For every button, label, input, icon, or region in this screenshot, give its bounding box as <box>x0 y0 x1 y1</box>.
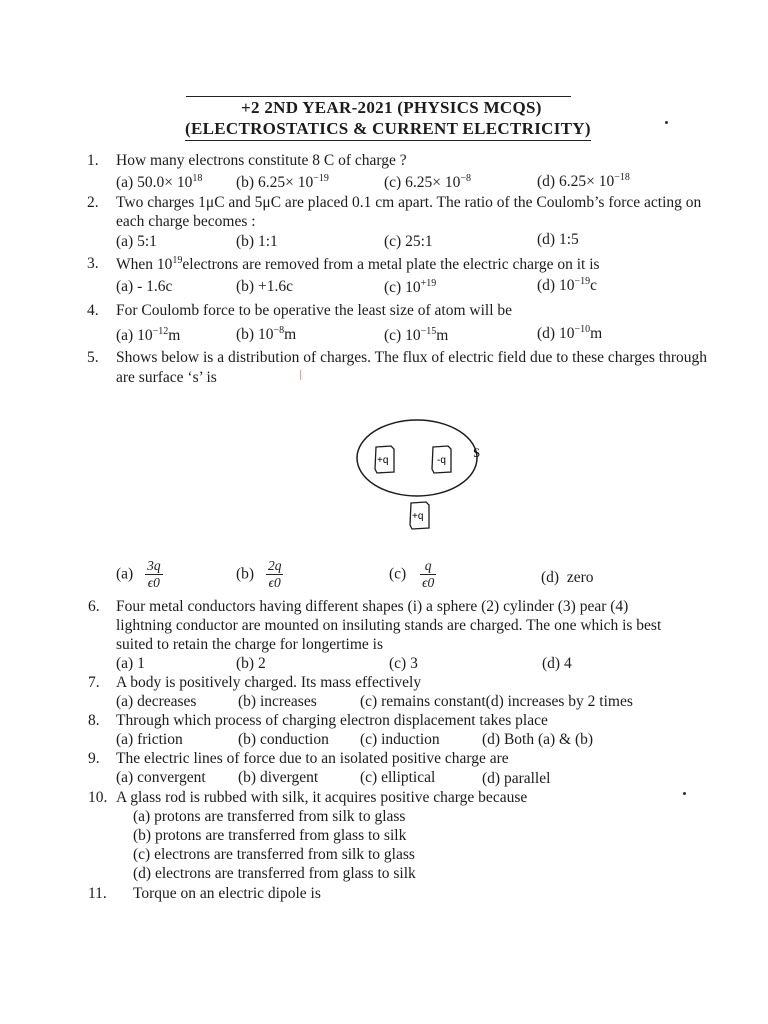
question-11-text: Torque on an electric dipole is <box>133 885 321 902</box>
q3-option-c: (c) $10^{+19}$ <box>384 278 437 296</box>
question-8-number: 8. <box>88 712 100 729</box>
charge-inside-1: +q <box>377 455 389 466</box>
q9-option-b: (b) divergent <box>238 769 319 786</box>
q4-option-d: (d) $10^{-10}m$ <box>537 324 603 342</box>
question-3-text: When $10^{19}electrons$ are removed from a metal plate the electric charge on it is <box>116 255 600 273</box>
q5-option-d: (d) zero <box>541 569 594 586</box>
speck <box>683 792 686 795</box>
q4-option-b: (b) $10^{-8}m$ <box>236 325 297 343</box>
question-5-number: 5. <box>87 349 99 366</box>
question-9-number: 9. <box>88 750 100 767</box>
q2-option-a: (a) 5:1 <box>116 233 157 250</box>
q6-option-b: (b) 2 <box>236 655 266 672</box>
q3-option-d: (d) $10^{-19}c$ <box>537 276 597 294</box>
question-10-number: 10. <box>88 789 108 806</box>
red-mark <box>300 370 301 380</box>
q8-option-b: (b) conduction <box>238 731 329 748</box>
q6-option-c: (c) 3 <box>389 655 418 672</box>
q10-option-c: (c) electrons are transferred from silk to glass <box>133 846 415 863</box>
title-rule <box>186 96 571 97</box>
q3-option-a: (a) - 1.6c <box>116 278 173 295</box>
q10-option-b: (b) protons are transferred from glass to silk <box>133 827 407 844</box>
q8-option-c: (c) induction <box>360 731 440 748</box>
question-5-text-cont: are surface ‘s’ is <box>116 369 217 386</box>
charge-inside-2: -q <box>437 455 446 466</box>
q2-option-b: (b) 1:1 <box>236 233 278 250</box>
q6-option-d: (d) 4 <box>542 655 572 672</box>
question-6-number: 6. <box>88 598 100 615</box>
q2-option-d: (d) 1:5 <box>537 231 579 248</box>
question-2-text: Two charges 1μC and 5μC are placed 0.1 cm apart. The ratio of the Coulomb’s force acting on <box>116 194 702 211</box>
question-4-text: For Coulomb force to be operative the least size of atom will be <box>116 302 512 319</box>
q7-option-c: (c) remains constant(d) increases by 2 times <box>360 693 633 710</box>
question-9-text: The electric lines of force due to an isolated positive charge are <box>116 750 509 767</box>
q5-option-c: (c) $\frac{q}{\epsilon 0}$ <box>389 558 435 590</box>
question-7-number: 7. <box>88 674 100 691</box>
q10-option-d: (d) electrons are transferred from glass to silk <box>133 865 416 882</box>
speck <box>665 121 668 124</box>
q9-option-d: (d) parallel <box>482 770 551 787</box>
q1-option-c: (c) $6.25\times 10^{-8}$ <box>384 173 471 191</box>
charge-outside: +q <box>412 511 424 522</box>
q9-option-a: (a) convergent <box>116 769 206 786</box>
q4-option-c: (c) $10^{-15}m$ <box>384 326 449 344</box>
q1-option-d: (d) $6.25\times 10^{-18}$ <box>537 172 630 190</box>
q7-option-a: (a) decreases <box>116 693 197 710</box>
q1-option-a: (a) $50.0\times 10^{18}$ <box>116 173 203 191</box>
q2-option-c: (c) 25:1 <box>384 233 433 250</box>
question-11-number: 11. <box>88 885 107 902</box>
q5-option-a: (a) $\frac{3q}{\epsilon 0}$ <box>116 558 161 590</box>
question-2-text-cont: each charge becomes : <box>116 213 256 230</box>
question-2-number: 2. <box>87 194 99 211</box>
question-5-text: Shows below is a distribution of charges. The flux of electric field due to these charges through <box>116 349 708 366</box>
q7-option-b: (b) increases <box>238 693 317 710</box>
question-6-text-cont-2: suited to retain the charge for longertime is <box>116 636 384 653</box>
question-1-number: 1. <box>87 152 99 169</box>
question-7-text: A body is positively charged. Its mass effectively <box>116 674 422 691</box>
gaussian-surface-figure <box>355 418 505 543</box>
q5-option-b: (b) $\frac{2q}{\epsilon 0}$ <box>236 558 282 590</box>
surface-label: S <box>473 445 481 460</box>
q6-option-a: (a) 1 <box>116 655 145 672</box>
q8-option-d: (d) Both (a) & (b) <box>482 731 594 748</box>
question-6-text: Four metal conductors having different shapes (i) a sphere (2) cylinder (3) pear (4) <box>116 598 629 615</box>
question-6-text-cont: lightning conductor are mounted on insiluting stands are charged. The one which is best <box>116 617 662 634</box>
q9-option-c: (c) elliptical <box>360 769 436 786</box>
page-subtitle: (ELECTROSTATICS & CURRENT ELECTRICITY) <box>185 119 591 141</box>
q10-option-a: (a) protons are transferred from silk to glass <box>133 808 406 825</box>
q4-option-a: (a) $10^{-12}m$ <box>116 326 181 344</box>
page-title: +2 2ND YEAR-2021 (PHYSICS MCQS) <box>241 98 542 117</box>
question-3-number: 3. <box>87 255 99 272</box>
question-1-text: How many electrons constitute 8 C of charge ? <box>116 152 407 169</box>
question-4-number: 4. <box>87 302 99 319</box>
q3-option-b: (b) +1.6c <box>236 278 293 295</box>
question-8-text: Through which process of charging electron displacement takes place <box>116 712 548 729</box>
question-10-text: A glass rod is rubbed with silk, it acquires positive charge because <box>116 789 528 806</box>
q1-option-b: (b) $6.25\times 10^{-19}$ <box>236 173 329 191</box>
q8-option-a: (a) friction <box>116 731 183 748</box>
